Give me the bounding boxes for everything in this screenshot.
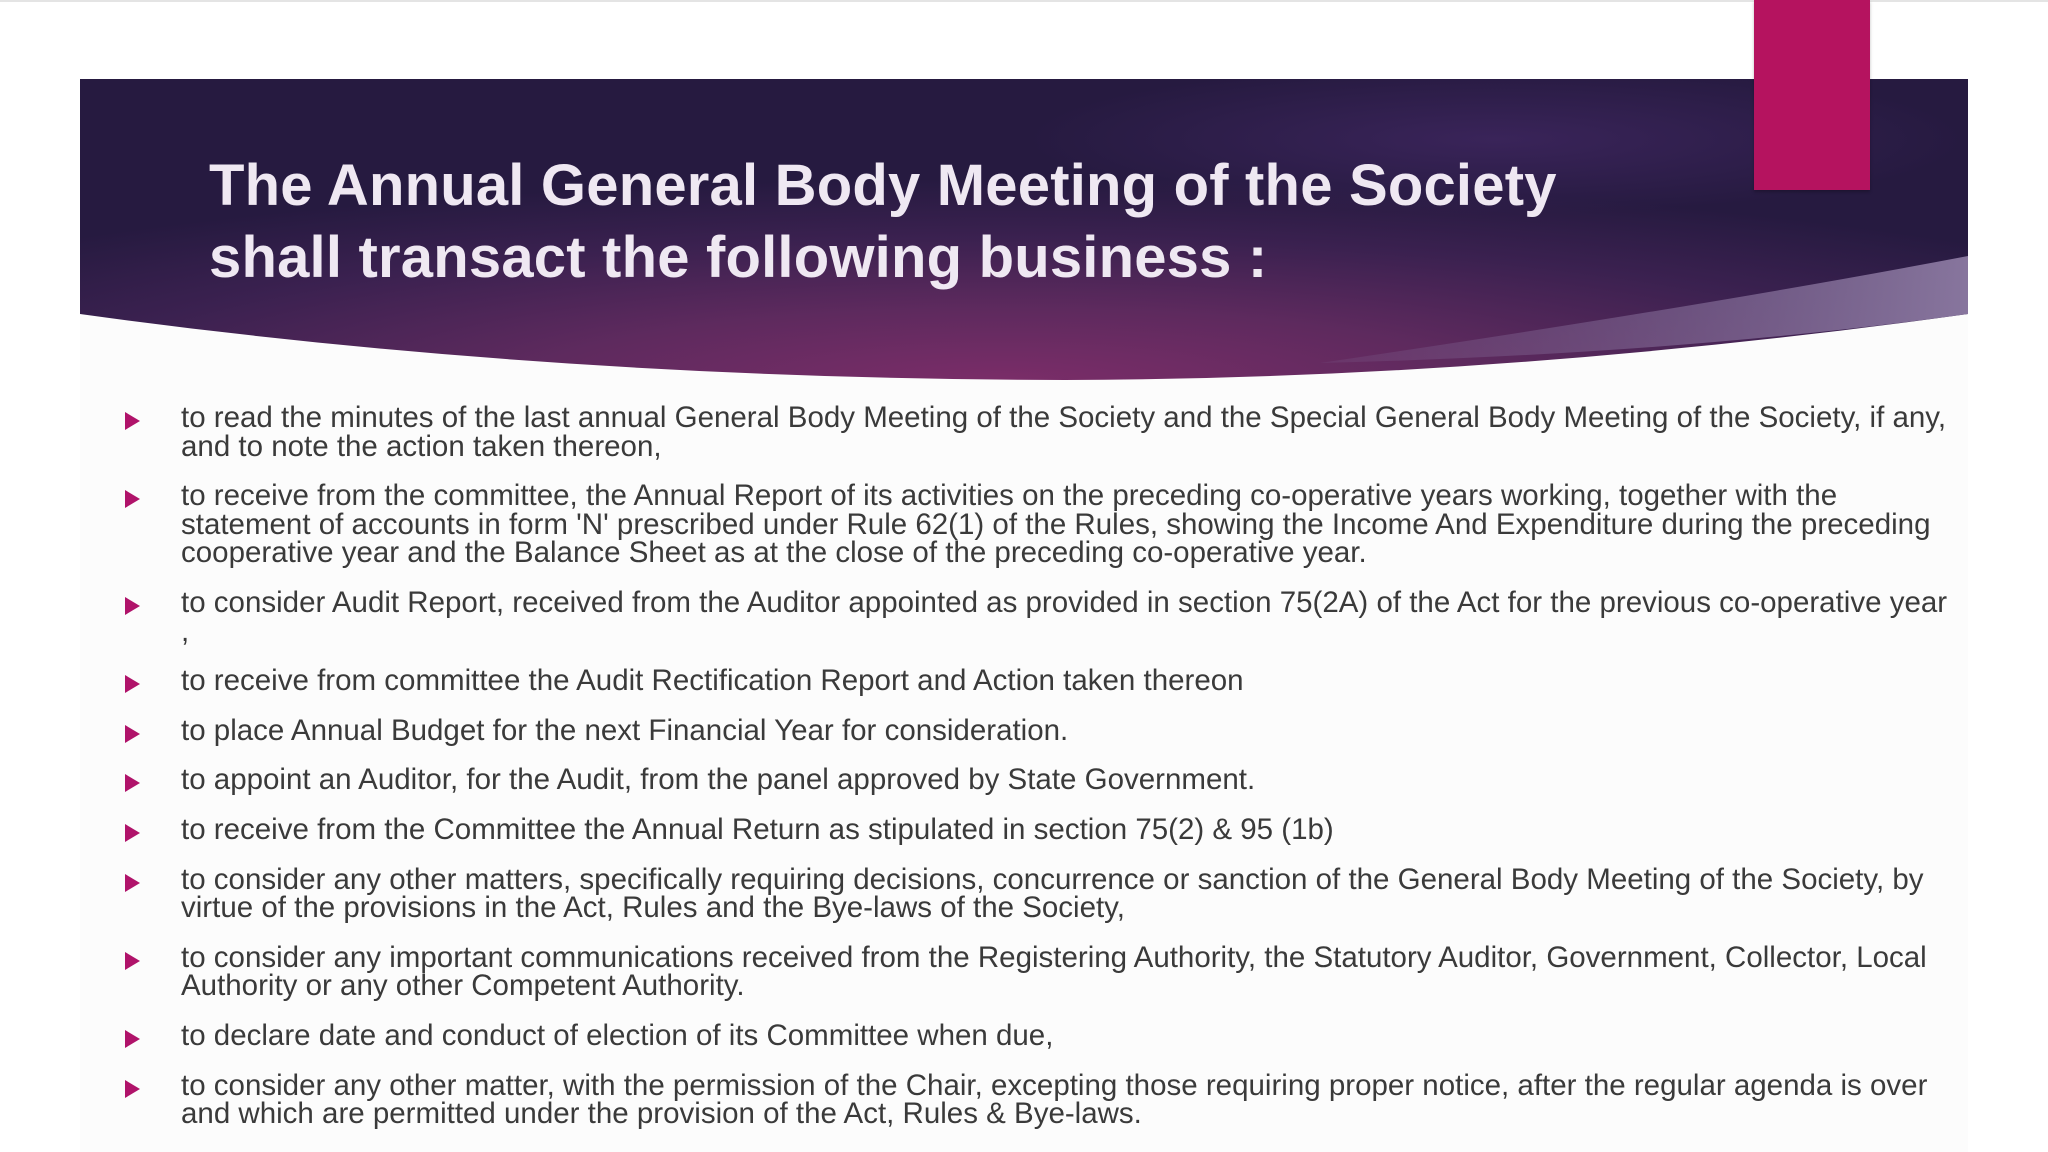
triangle-bullet-icon [125,675,140,693]
list-item-text: to read the minutes of the last annual General Body Meeting of the Society and the Special General Body Meeting of the Society, if any, and to note the action taken thereon, [181,401,1947,463]
accent-tab [1754,0,1870,190]
list-item-text: to consider any other matters, specifically requiring decisions, concurrence or sanction of the General Body Meeting of the Society, by virtue of the provisions in the Act, Rules and the Bye-laws of the Society, [181,862,1924,925]
list-item [120,713,1960,747]
list-item [120,862,1960,925]
triangle-bullet-icon [125,597,140,615]
triangle-bullet-icon [125,824,140,842]
triangle-bullet-icon [125,1080,140,1098]
list-item [120,585,1960,648]
slide-title [209,150,1689,294]
triangle-bullet-icon [125,874,140,892]
list-item-text: to receive from committee the Audit Rectification Report and Action taken thereon [181,664,1244,698]
slide-title-line-2: shall transact the following business : [209,225,1268,290]
triangle-bullet-icon [125,774,140,792]
slide-title-line-1: The Annual General Body Meeting of the Society [209,153,1557,218]
top-border-line [0,0,2048,2]
triangle-bullet-icon [125,490,140,508]
list-item [120,812,1960,846]
list-item [120,940,1960,1003]
list-item [120,1018,1960,1052]
list-item-text: to consider any other matter, with the permission of the Chair, excepting those requiring proper notice, after the regular agenda is over and which are permitted under the provision of the Act, Rules & Bye-laws. [181,1068,1928,1131]
list-item [120,401,1960,463]
list-item-text: to appoint an Auditor, for the Audit, from the panel approved by State Government. [181,763,1256,797]
triangle-bullet-icon [125,725,140,743]
list-item [120,664,1960,698]
triangle-bullet-icon [125,952,140,970]
triangle-bullet-icon [125,412,140,430]
list-item [120,1068,1960,1131]
list-item [120,763,1960,797]
list-item-text: to consider any important communications received from the Registering Authority, the Statutory Auditor, Government, Collector, Local Authority or any other Competent Authority. [181,940,1927,1003]
list-item [120,479,1960,570]
list-item-text: to consider Audit Report, received from the Auditor appointed as provided in section 75(2A) of the Act for the previous co-operative year , [181,585,1948,648]
list-item-text: to declare date and conduct of election of its Committee when due, [181,1018,1054,1052]
business-list [120,401,1960,1150]
list-item-text: to receive from the committee, the Annual Report of its activities on the preceding co-operative years working, together with the statement of accounts in form 'N' prescribed under Rule 62(1) of the Rules, showing the Income And Expenditure during the preceding cooperative year and the Balance Sheet as at the close of the preceding co-operative year. [181,479,1931,570]
list-item-text: to place Annual Budget for the next Financial Year for consideration. [181,713,1069,747]
triangle-bullet-icon [125,1030,140,1048]
list-item-text: to receive from the Committee the Annual Return as stipulated in section 75(2) & 95 (1b) [181,812,1334,846]
